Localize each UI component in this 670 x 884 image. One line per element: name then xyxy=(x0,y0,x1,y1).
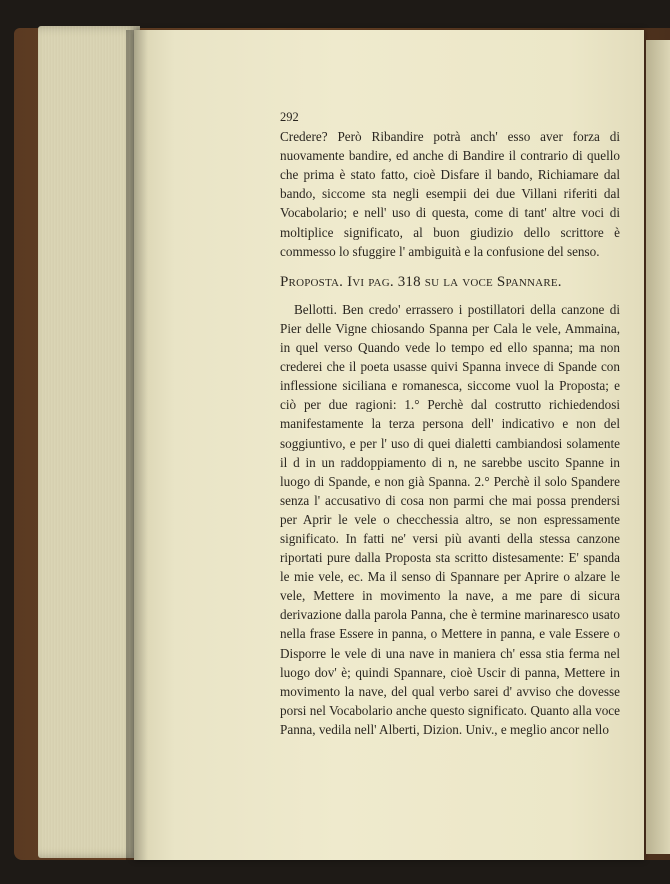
page-number: 292 xyxy=(280,110,299,124)
section-heading: Proposta. Ivi pag. 318 su la voce Spannare. xyxy=(280,273,562,290)
paragraph-credere: Credere? Però Ribandire potrà anch' esso aver forza di nuovamente bandire, ed anche di Bandire il contrario di quello che prima è stato fatto, cioè Disfare il bando, Richiamare dal bando, siccome sta negli esempii dei due Villani riferiti dal Vocabolario; e nell' uso di questa, come di tant' altre voci di moltiplice significato, al buon giudizio dello scrittore è commesso lo sfuggire l' ambiguità e la confusione del senso. xyxy=(280,129,620,259)
page-edges xyxy=(38,26,140,858)
page-text xyxy=(280,108,620,739)
page-gutter-shadow xyxy=(126,30,148,860)
paragraph-bellotti: Bellotti. Ben credo' errassero i postillatori della canzone di Pier delle Vigne chiosando Spanna per Cala le vele, Ammaina, in quel verso Quando vede lo tempo ed ello spanna; ma non crederei che il poeta usasse quivi Spanna invece di Spande con inflessione siciliana e romanesca, siccome vuol la Proposta; e ciò per due ragioni: 1.° Perchè dal costrutto richiedendosi manifestamente la terza persona dell' indicativo e non del soggiuntivo, e per l' uso di quei dialetti cambiandosi solamente il d in un raddoppiamento di n, ne sarebbe uscito Spanne in luogo di Spande, e non già Spanna. 2.° Perchè il solo Spandere senza l' accusativo di cosa non parmi che mai possa prendersi per Aprir le vele o checchessia altro, se non espressamente significato. In fatti ne' versi più avanti della stessa canzone riportati pure dalla Proposta sta scritto distesamente: E' spanda le mie vele, ec. Ma il senso di Spannare per Aprire o alzare le vele, Mettere in movimento la nave, a me pare di sicura derivazione dalla parola Panna, che è termine marinaresco usato nella frase Essere in panna, o Mettere in panna, e vale Essere o Disporre le vele di una nave in maniera ch' essa stia ferma nel luogo dov' è; quindi Spannare, cioè Uscir di panna, Mettere in movimento la nave, del qual verbo sarei d' avviso che dovesse porsi nel Vocabolario anche questo significato. Quanto alla voce Panna, vedila nell' Alberti, Dizion. Univ., e meglio ancor nello xyxy=(280,301,620,737)
adjacent-page-edge xyxy=(646,40,670,854)
